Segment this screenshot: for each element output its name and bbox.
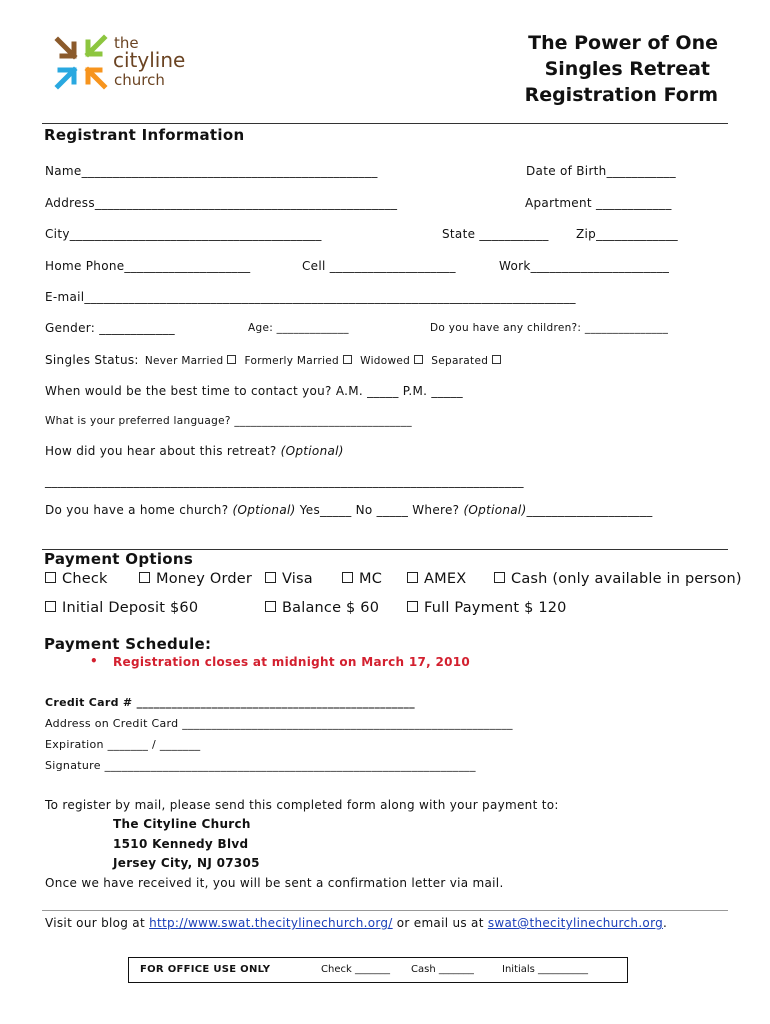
checkbox-icon[interactable] [265, 601, 276, 612]
payment-heading: Payment Options [44, 550, 194, 568]
checkbox-icon[interactable] [139, 572, 150, 583]
church-yes-no-where[interactable]: Yes_____ No _____ Where? [295, 503, 464, 517]
dob-field[interactable]: Date of Birth___________ [526, 164, 676, 178]
checkbox-icon[interactable] [492, 355, 501, 364]
credit-card-label: Credit Card # [45, 696, 137, 709]
contact-time-field[interactable]: When would be the best time to contact you? A.M. _____ P.M. _____ [45, 384, 463, 398]
cell-field[interactable]: Cell ____________________ [302, 259, 456, 273]
pay-cash[interactable]: Cash (only available in person) [494, 571, 742, 587]
pay-mc[interactable]: MC [342, 571, 382, 587]
checkbox-icon[interactable] [227, 355, 236, 364]
footer-post: . [663, 916, 668, 930]
hear-answer-line[interactable]: ____________________________________________________________________________ [45, 474, 524, 488]
credit-card-number-row [45, 696, 415, 709]
children-field[interactable]: Do you have any children?: _______________ [430, 322, 669, 334]
divider-footer [42, 910, 728, 911]
home-phone-field[interactable]: Home Phone____________________ [45, 259, 251, 273]
pay-check[interactable]: Check [45, 571, 108, 587]
logo-text-church: church [114, 71, 165, 89]
checkbox-icon[interactable] [343, 355, 352, 364]
office-initials-field[interactable]: Initials __________ [502, 964, 589, 975]
title-line-2: Singles Retreat [544, 58, 710, 80]
optional-label: (Optional) [232, 503, 296, 517]
logo-text-the: the [114, 34, 139, 52]
office-use-label: FOR OFFICE USE ONLY [140, 964, 271, 975]
expiration-field[interactable]: Expiration _______ / _______ [45, 738, 201, 751]
hear-question-text: How did you hear about this retreat? [45, 444, 281, 458]
church-where-line[interactable]: ____________________ [526, 503, 653, 517]
address-field[interactable]: Address________________________________________________ [45, 196, 398, 210]
pay-amex[interactable]: AMEX [407, 571, 466, 587]
logo-text-cityline: cityline [113, 48, 186, 72]
singles-status-label: Singles Status: [45, 353, 139, 367]
work-field[interactable]: Work______________________ [499, 259, 670, 273]
footer-pre: Visit our blog at [45, 916, 150, 930]
title-line-3: Registration Form [524, 84, 718, 106]
footer-contact [45, 916, 667, 930]
checkbox-icon[interactable] [494, 572, 505, 583]
gender-field[interactable]: Gender: ____________ [45, 321, 175, 335]
pay-initial-deposit[interactable]: Initial Deposit $60 [45, 600, 198, 616]
hear-question [45, 444, 344, 458]
optional-label: (Optional) [280, 444, 344, 458]
checkbox-icon[interactable] [45, 601, 56, 612]
checkbox-icon[interactable] [342, 572, 353, 583]
checkbox-icon[interactable] [45, 572, 56, 583]
name-field[interactable]: Name_______________________________________________ [45, 164, 378, 178]
footer-mid: or email us at [392, 916, 488, 930]
divider-top [42, 123, 728, 124]
status-formerly-married[interactable]: Formerly Married [245, 355, 352, 367]
checkbox-icon[interactable] [265, 572, 276, 583]
form-title [525, 30, 718, 108]
card-address-field[interactable]: Address on Credit Card _________________________________________________________ [45, 717, 513, 730]
mail-address-line-2: 1510 Kennedy Blvd [113, 837, 249, 851]
pay-balance[interactable]: Balance $ 60 [265, 600, 379, 616]
optional-label: (Optional) [463, 503, 527, 517]
bullet-icon: • [90, 654, 98, 668]
checkbox-icon[interactable] [407, 572, 418, 583]
confirmation-note: Once we have received it, you will be sent a confirmation letter via mail. [45, 876, 504, 890]
city-field[interactable]: City________________________________________ [45, 227, 322, 241]
title-line-1: The Power of One [528, 32, 718, 54]
apartment-field[interactable]: Apartment ____________ [525, 196, 672, 210]
signature-field[interactable]: Signature ________________________________________________________________ [45, 759, 476, 772]
zip-field[interactable]: Zip_____________ [576, 227, 678, 241]
pay-money-order[interactable]: Money Order [139, 571, 252, 587]
singles-status-row [45, 353, 501, 367]
arrows-logo-icon [52, 32, 112, 98]
mail-intro: To register by mail, please send this completed form along with your payment to: [45, 798, 559, 812]
state-field[interactable]: State ___________ [442, 227, 549, 241]
church-logo [52, 30, 212, 100]
office-cash-field[interactable]: Cash _______ [411, 964, 474, 975]
pay-full-payment[interactable]: Full Payment $ 120 [407, 600, 567, 616]
blog-link[interactable]: http://www.swat.thecitylinechurch.org/ [149, 916, 393, 930]
home-church-question [45, 503, 653, 517]
registration-deadline: Registration closes at midnight on March 17, 2010 [113, 655, 471, 669]
church-question-text: Do you have a home church? [45, 503, 233, 517]
pay-visa[interactable]: Visa [265, 571, 313, 587]
registrant-heading: Registrant Information [44, 126, 245, 144]
status-widowed[interactable]: Widowed [360, 355, 423, 367]
mail-address-line-3: Jersey City, NJ 07305 [113, 856, 260, 870]
schedule-heading: Payment Schedule: [44, 635, 212, 653]
age-field[interactable]: Age: _____________ [248, 322, 349, 334]
credit-card-number-line[interactable]: ________________________________________________ [136, 696, 415, 709]
email-link[interactable]: swat@thecitylinechurch.org [487, 916, 664, 930]
status-never-married[interactable]: Never Married [145, 355, 237, 367]
language-field[interactable]: What is your preferred language? ________________________________ [45, 415, 412, 427]
office-use-box [128, 957, 628, 983]
status-separated[interactable]: Separated [431, 355, 501, 367]
checkbox-icon[interactable] [414, 355, 423, 364]
email-field[interactable]: E-mail______________________________________________________________________________ [45, 290, 576, 304]
checkbox-icon[interactable] [407, 601, 418, 612]
mail-address-line-1: The Cityline Church [113, 817, 251, 831]
office-check-field[interactable]: Check _______ [321, 964, 390, 975]
